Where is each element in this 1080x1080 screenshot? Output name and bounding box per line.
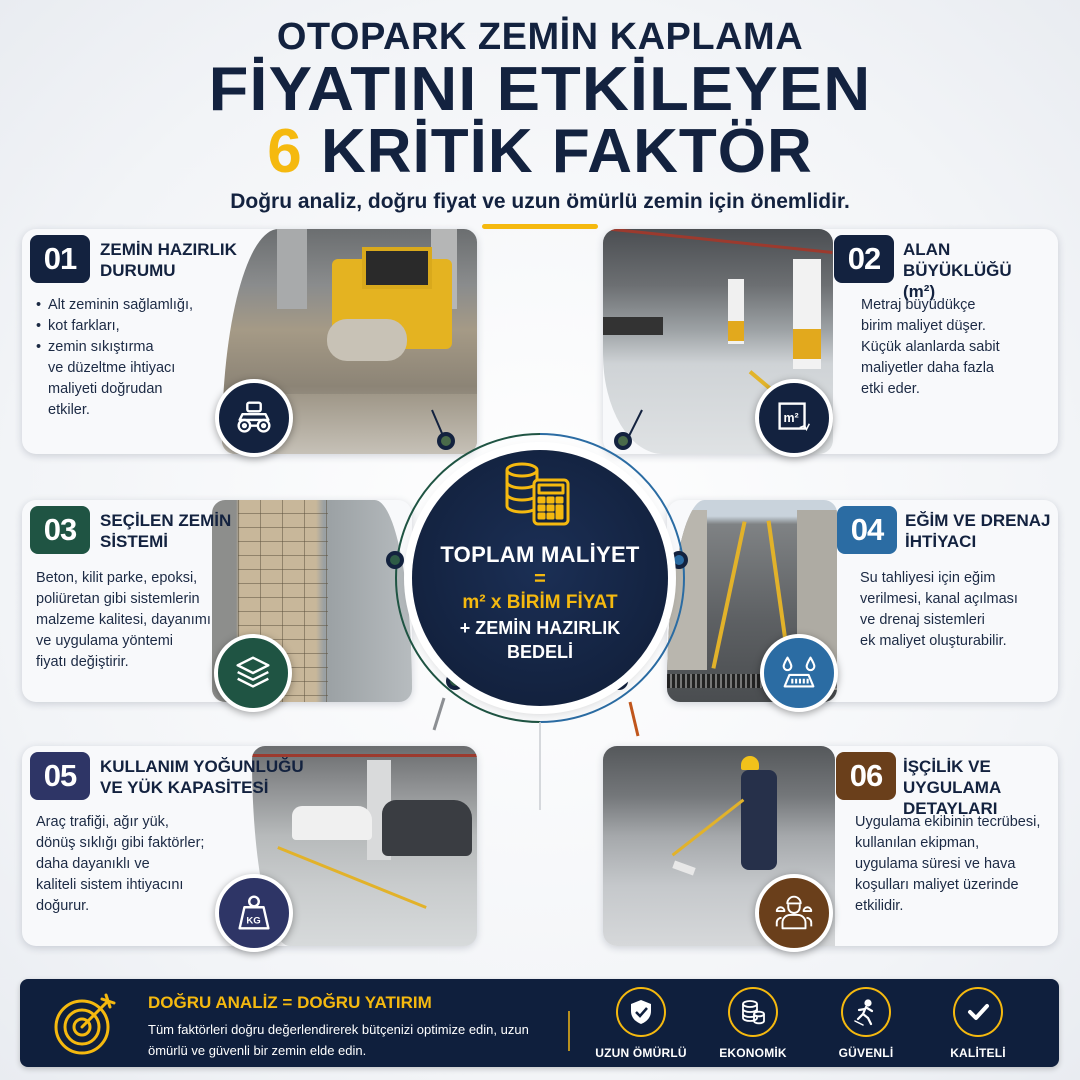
shield-check-icon	[626, 997, 656, 1027]
factor-card-04	[667, 500, 1058, 702]
factor-card-02	[603, 229, 1058, 454]
factor-title: ALAN BÜYÜKLÜĞÜ (m²)	[903, 240, 1012, 301]
factor-title: SEÇİLEN ZEMİN SİSTEMİ	[100, 511, 232, 551]
formula-preparation: + ZEMİN HAZIRLIK	[459, 618, 621, 638]
svg-text:KG: KG	[246, 915, 261, 927]
workers-icon	[755, 874, 833, 952]
coins-calculator-icon	[502, 460, 580, 532]
feature-quality: KALİTELİ	[923, 987, 1033, 1060]
connector-dot	[386, 551, 404, 569]
factor-number-badge: 02	[834, 235, 894, 283]
divider	[568, 1011, 570, 1051]
bottom-banner	[20, 979, 1059, 1067]
header	[0, 14, 1080, 229]
feature-safe: GÜVENLİ	[811, 987, 921, 1060]
formula-equals: =	[534, 568, 546, 590]
title-number: 6	[267, 117, 303, 186]
layers-icon	[214, 634, 292, 712]
factor-description: Araç trafiği, ağır yük, dönüş sıklığı gibi faktörler; daha dayanıklı ve kaliteli sistem ihtiyacını doğurur.	[36, 814, 205, 914]
bottom-title: DOĞRU ANALİZ = DOĞRU YATIRIM	[148, 993, 432, 1012]
factor-description: Metraj büyüdükçe birim maliyet düşer. Küçük alanlarda sabit maliyetler daha fazla etki eder.	[861, 297, 1000, 397]
formula-fee: BEDELİ	[506, 642, 573, 662]
svg-text:m²: m²	[783, 410, 799, 425]
connector-dot	[614, 432, 632, 450]
title-line-3	[0, 117, 1080, 186]
weight-kg-icon	[215, 874, 293, 952]
slip-warning-icon	[851, 997, 881, 1027]
factor-card-03	[22, 500, 412, 702]
factor-description: Su tahliyesi için eğim verilmesi, kanal açılması ve drenaj sistemleri ek maliyet oluşturabilir.	[860, 570, 1018, 649]
factor-title: KULLANIM YOĞUNLUĞU VE YÜK KAPASİTESİ	[100, 757, 304, 797]
factor-number-badge: 05	[30, 752, 90, 800]
factor-description: Beton, kilit parke, epoksi, poliüretan gibi sistemlerin malzeme kalitesi, dayanımı ve uygulama yöntemi fiyatı değiştirir.	[36, 570, 211, 670]
bottom-text: Tüm faktörleri doğru değerlendirerek bütçenizi optimize edin, uzun ömürlü ve güvenli bir zemin elde edin.	[148, 1022, 529, 1058]
road-roller-icon	[215, 379, 293, 457]
target-arrow-icon	[52, 991, 120, 1055]
factor-card-01	[22, 229, 477, 454]
factor-description: Uygulama ekibinin tecrübesi, kullanılan ekipman, uygulama süresi ve hava koşulları maliyet üzerinde etkilidir.	[855, 814, 1041, 914]
title-underline	[482, 224, 598, 229]
factor-title: ZEMİN HAZIRLIK DURUMU	[100, 240, 237, 280]
connector-dot	[670, 551, 688, 569]
formula-title: TOPLAM MALİYET	[440, 542, 640, 567]
drainage-icon	[760, 634, 838, 712]
factor-title: İŞÇİLİK VE UYGULAMA DETAYLARI	[903, 757, 1002, 818]
formula-unit-price: m² x BİRİM FİYAT	[462, 592, 618, 613]
factor-number-badge: 06	[836, 752, 896, 800]
subtitle: Doğru analiz, doğru fiyat ve uzun ömürlü zemin için önemlidir.	[230, 190, 850, 213]
factor-number-badge: 01	[30, 235, 90, 283]
factor-description: • Alt zeminin sağlamlığı, • kot farkları, • zemin sıkıştırma ve düzeltme ihtiyacı maliyeti doğrudan etkiler.	[36, 295, 193, 421]
factor-card-06	[603, 746, 1058, 946]
coins-icon	[738, 997, 768, 1027]
factor-number-badge: 04	[837, 506, 897, 554]
factor-card-05	[22, 746, 477, 946]
title-line-3-text: KRİTİK FAKTÖR	[320, 117, 813, 186]
factor-number-badge: 03	[30, 506, 90, 554]
checkmark-icon	[963, 997, 993, 1027]
feature-long-lasting: UZUN ÖMÜRLÜ	[586, 987, 696, 1060]
area-m2-icon	[755, 379, 833, 457]
feature-economic: EKONOMİK	[698, 987, 808, 1060]
title-line-1: OTOPARK ZEMİN KAPLAMA	[276, 16, 804, 58]
title-line-2: FİYATINI ETKİLEYEN	[208, 55, 872, 124]
factor-title: EĞİM VE DRENAJ İHTİYACI	[905, 511, 1051, 551]
connector-dot	[437, 432, 455, 450]
total-cost-formula	[412, 450, 668, 706]
